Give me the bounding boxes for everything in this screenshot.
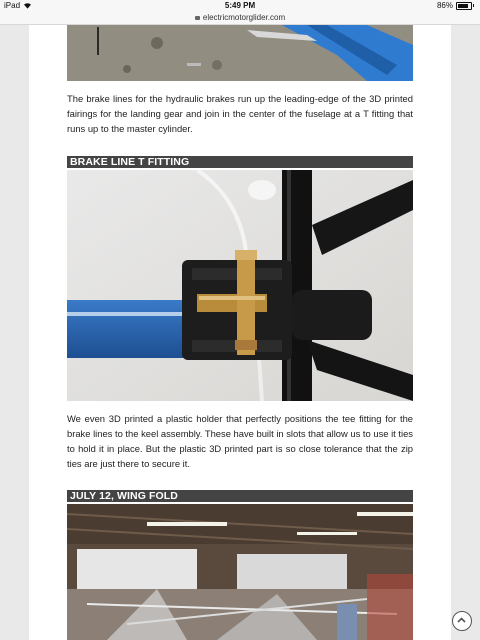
paragraph-printed-holder: We even 3D printed a plastic holder that perfectly positions the tee fitting for the brake lines to the keel assembly. These have built in slots that allow us to use it ties to hold it in place. But the plastic 3D printed part is so close tolerance that the zip ties are just there to secure it. [67, 413, 413, 469]
paragraph-brake-lines: The brake lines for the hydraulic brakes run up the leading-edge of the 3D printed fairings for the landing gear and join in the center of the fuselage at a T fitting that runs up to the master cylinder. [67, 93, 413, 134]
battery-icon [456, 2, 472, 10]
device-label: iPad [4, 1, 21, 10]
hangar-photo [67, 504, 413, 640]
tools-photo [67, 25, 413, 81]
t-fitting-photo [67, 170, 413, 401]
url-text: electricmotorglider.com [202, 13, 286, 22]
status-bar [0, 0, 480, 12]
heading-brake-line-t-fitting: BRAKE LINE T FITTING [67, 156, 413, 168]
scroll-to-top-button[interactable] [452, 611, 472, 631]
lock-icon [195, 16, 200, 20]
heading-july-12-wing-fold: JULY 12, WING FOLD [67, 490, 413, 502]
chevron-up-icon [453, 612, 470, 629]
battery-percent: 86% [436, 1, 453, 10]
address-bar[interactable] [0, 12, 480, 25]
article-page [29, 25, 451, 640]
clock: 5:49 PM [224, 1, 256, 10]
